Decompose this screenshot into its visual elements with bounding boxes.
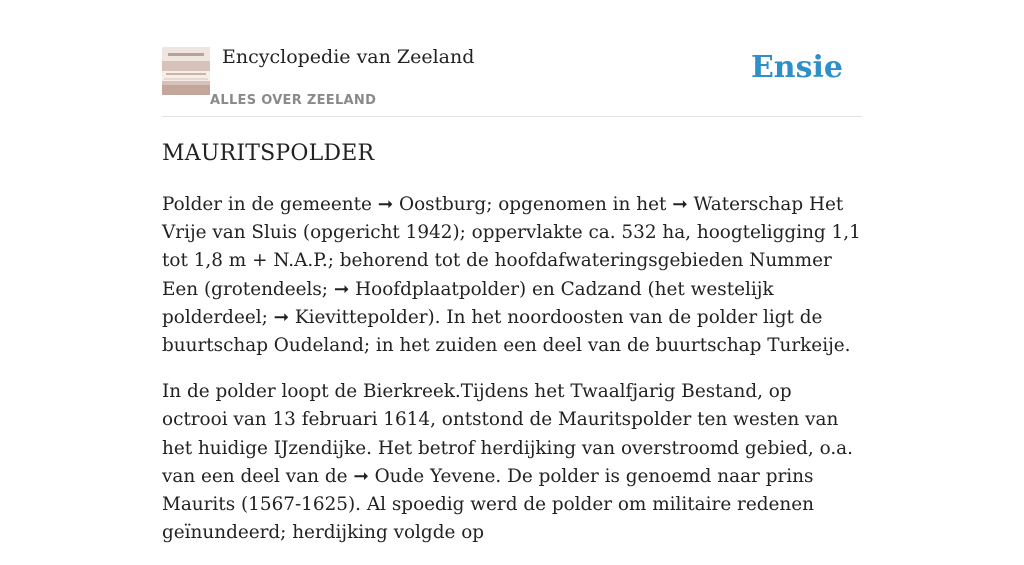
site-tagline: ALLES OVER ZEELAND [210,93,377,108]
site-title[interactable]: Encyclopedie van Zeeland [222,46,475,68]
entry-paragraph-2: In de polder loopt de Bierkreek.Tijdens het Twaalfjarig Bestand, op octrooi van 13 februari 1614, ontstond de Mauritspolder ten westen van het huidige IJzendijke. Het betrof herdijking van overstroomd gebied, o.a. van een deel van de ➞ Oude Yevene. De polder is genoemd naar prins Maurits (1567-1625). Al spoedig werd de polder om militaire redenen geïnundeerd; herdijking volgde op [162,381,853,544]
site-logo-icon[interactable] [162,47,210,95]
page [162,0,862,544]
entry-body [162,191,862,565]
entry-paragraph-1: Polder in de gemeente ➞ Oostburg; opgenomen in het ➞ Waterschap Het Vrije van Sluis (opgericht 1942); oppervlakte ca. 532 ha, hoogteligging 1,1 tot 1,8 m + N.A.P.; behorend tot de hoofdafwateringsgebieden Nummer Een (grotendeels; ➞ Hoofdplaatpolder) en Cadzand (het westelijk polderdeel; ➞ Kievittepolder). In het noordoosten van de polder ligt de buurtschap Oudeland; in het zuiden een deel van de buurtschap Turkeije. [162,194,861,357]
site-header [162,0,862,117]
entry-title: MAURITSPOLDER [162,141,375,166]
brand-logo[interactable]: Ensie [750,50,843,85]
